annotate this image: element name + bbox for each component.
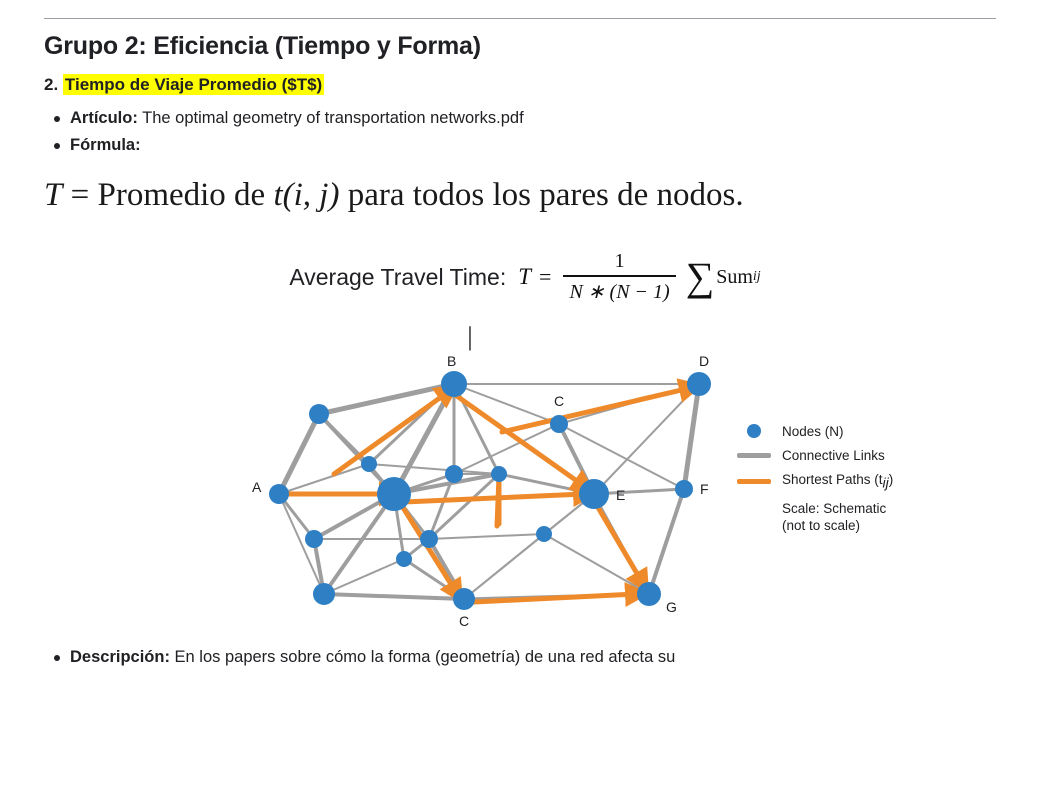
formula-math xyxy=(518,250,760,303)
formula-function: t(i, j) xyxy=(273,177,340,214)
fraction-numerator: 1 xyxy=(614,250,625,273)
legend-scale-note xyxy=(782,500,984,535)
bullet-label-descripcion: Descripción: xyxy=(70,647,170,666)
node-label-E: E xyxy=(616,486,626,503)
legend-subscript: ij xyxy=(882,474,889,491)
list-item xyxy=(70,105,996,132)
path-line-icon xyxy=(734,479,774,484)
node-label-G: G xyxy=(666,598,677,615)
subsection-title-highlighted: Tiempo de Viaje Promedio ($T$) xyxy=(64,75,323,94)
legend-item-links xyxy=(734,448,984,463)
list-item xyxy=(70,132,996,159)
formula-sum-subscript: ij xyxy=(752,269,761,285)
node-label-A: A xyxy=(252,478,262,495)
page-title: Grupo 2: Eficiencia (Tiempo y Forma) xyxy=(44,32,481,60)
node-label-C-bottom: C xyxy=(459,612,470,629)
formula-lhs: T xyxy=(44,177,63,214)
bullet-list-top xyxy=(44,105,996,159)
legend-note-line2: (not to scale) xyxy=(782,518,861,534)
legend-label-paths: Shortest Paths (tij) xyxy=(782,471,894,491)
network-diagram xyxy=(44,354,996,644)
legend-label-nodes: Nodes (N) xyxy=(782,423,844,439)
network-graph-svg xyxy=(204,354,734,644)
formula-equals: = xyxy=(70,177,90,214)
node-label-C-top: C xyxy=(554,392,565,409)
formula-rhs-after: para todos los pares de nodos. xyxy=(347,177,744,214)
formula-rhs-before: Promedio de xyxy=(97,177,266,214)
formula-label: Average Travel Time: xyxy=(289,263,507,290)
text-cursor: | xyxy=(467,321,473,351)
bullet-label-articulo: Artículo: xyxy=(70,109,138,127)
bullet-text-articulo: The optimal geometry of transportation networks.pdf xyxy=(137,109,524,127)
list-item xyxy=(70,644,996,671)
legend-item-nodes xyxy=(734,424,984,439)
summation-icon: ∑ xyxy=(685,254,715,300)
bullet-label-formula: Fórmula: xyxy=(70,136,141,155)
bullet-list-bottom xyxy=(44,644,996,671)
average-travel-time-formula xyxy=(44,250,996,303)
subsection-heading xyxy=(44,75,996,95)
legend-label-links: Connective Links xyxy=(782,447,885,463)
formula-equals-sign: = xyxy=(539,264,552,290)
diagram-legend xyxy=(734,424,984,535)
formula-fraction xyxy=(563,250,675,303)
node-label-B: B xyxy=(447,353,457,369)
formula-sum-text: Sum xyxy=(716,265,753,288)
node-dot-icon xyxy=(734,424,774,438)
legend-note-line1: Scale: Schematic xyxy=(782,500,887,516)
formula-variable-T: T xyxy=(518,264,532,290)
display-formula xyxy=(44,177,996,214)
subsection-number: 2. xyxy=(44,75,59,94)
node-label-F: F xyxy=(700,480,709,497)
fraction-denominator: N ∗ (N − 1) xyxy=(569,280,670,303)
bullet-text-descripcion: En los papers sobre cómo la forma (geometría) de una red afecta su xyxy=(169,647,676,666)
link-line-icon xyxy=(734,453,774,458)
legend-item-paths xyxy=(734,472,984,491)
document-content xyxy=(44,0,996,671)
node-label-D: D xyxy=(699,353,710,369)
header-divider xyxy=(44,18,996,19)
